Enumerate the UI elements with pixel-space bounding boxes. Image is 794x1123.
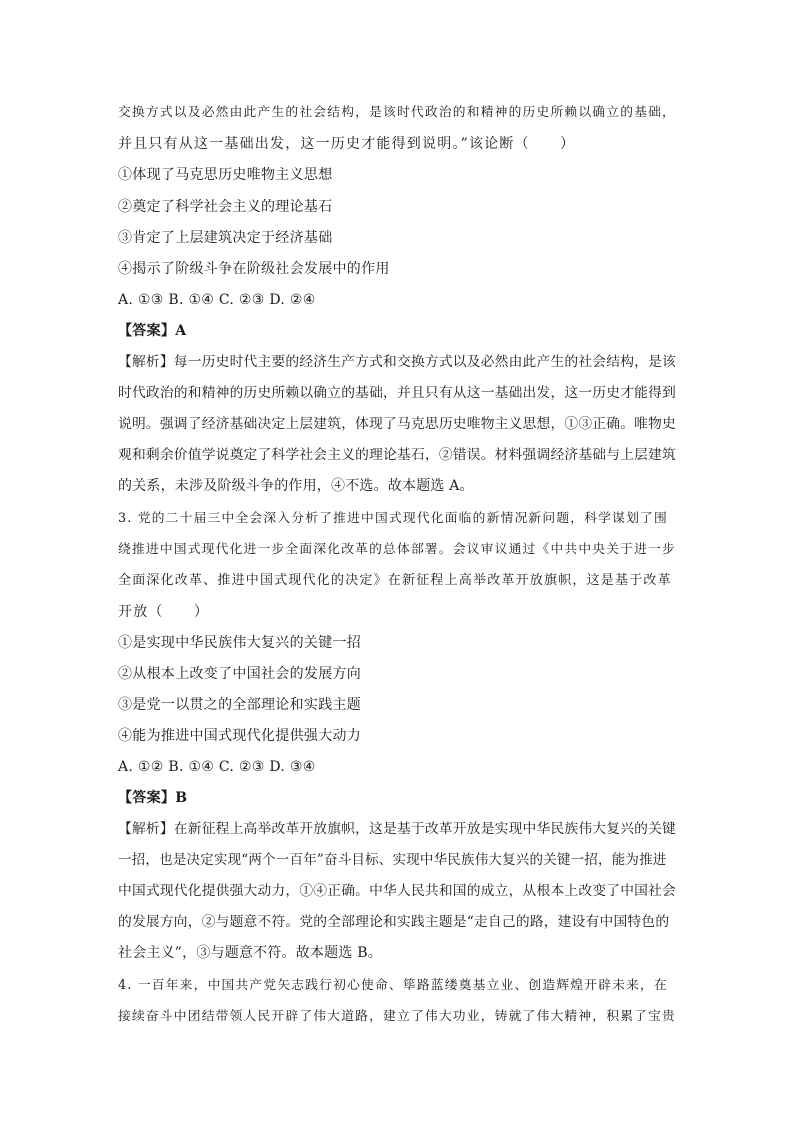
q2-analysis-line-1: 【解析】每一历史时代主要的经济生产方式和交换方式以及必然由此产生的社会结构，是该 — [118, 354, 677, 370]
q2-option-4: ④揭示了阶级斗争在阶级社会发展中的作用 — [118, 261, 390, 277]
q3-stem-line-2: 绕推进中国式现代化进一步全面深化改革的总体部署。会议审议通过《中共中央关于进一步 — [118, 542, 676, 557]
q3-analysis-line-5: 社会主义”，③与题意不符。故本题选 B。 — [118, 945, 382, 961]
q2-answer: 【答案】A — [118, 323, 187, 339]
q3-option-3: ③是党一以贯之的全部理论和实践主题 — [118, 697, 362, 713]
q3-answer: 【答案】B — [118, 790, 188, 806]
q3-analysis-line-1: 【解析】在新征程上高举改革开放旗帜，这是基于改革开放是实现中华民族伟大复兴的关键 — [118, 821, 677, 837]
q3-option-1: ①是实现中华民族伟大复兴的关键一招 — [118, 635, 362, 651]
q2-analysis-line-4: 观和剩余价值学说奠定了科学社会主义的理论基石，②错误。材料强调经济基础与上层建筑 — [118, 447, 677, 463]
q2-analysis-line-5: 的关系，未涉及阶级斗争的作用，④不选。故本题选 A。 — [118, 478, 474, 494]
q2-stem-line-2: 并且只有从这一基础出发，这一历史才能得到说明。”该论断（ ） — [118, 136, 576, 152]
q3-analysis-line-2: 一招，也是决定实现“两个一百年”奋斗目标、实现中华民族伟大复兴的关键一招，能为推进 — [118, 852, 667, 868]
q2-stem-line-1: 交换方式以及必然由此产生的社会结构，是该时代政治的和精神的历史所赖以确立的基础， — [118, 105, 676, 120]
q3-option-2: ②从根本上改变了中国社会的发展方向 — [118, 666, 362, 682]
q2-choices: A. ①③ B. ①④ C. ②③ D. ②④ — [118, 292, 316, 308]
q3-choices: A. ①② B. ①④ C. ②③ D. ③④ — [118, 759, 316, 775]
q4-stem-line-2: 接续奋斗中团结带领人民开辟了伟大道路，建立了伟大功业，铸就了伟大精神，积累了宝贵 — [118, 1009, 676, 1024]
q3-analysis-line-3: 中国式现代化提供强大动力，①④正确。中华人民共和国的成立，从根本上改变了中国社会 — [118, 883, 677, 899]
q3-stem-line-3: 全面深化改革、推进中国式现代化的决定》在新征程上高举改革开放旗帜，这是基于改革 — [118, 573, 672, 588]
q3-stem-line-1: 3. 党的二十届三中全会深入分析了推进中国式现代化面临的新情况新问题，科学谋划了围 — [118, 511, 668, 526]
q3-stem-line-4: 开放（ ） — [118, 604, 210, 620]
q2-analysis-line-2: 时代政治的和精神的历史所赖以确立的基础，并且只有从这一基础出发，这一历史才能得到 — [118, 385, 677, 401]
q2-option-2: ②奠定了科学社会主义的理论基石 — [118, 199, 333, 215]
q3-option-4: ④能为推进中国式现代化提供强大动力 — [118, 728, 362, 744]
q2-analysis-line-3: 说明。强调了经济基础决定上层建筑，体现了马克思历史唯物主义思想，①③正确。唯物史 — [118, 416, 677, 432]
q2-option-3: ③肯定了上层建筑决定于经济基础 — [118, 230, 333, 246]
q2-option-1: ①体现了马克思历史唯物主义思想 — [118, 167, 333, 183]
q4-stem-line-1: 4. 一百年来，中国共产党矢志践行初心使命、筚路蓝缕奠基立业、创造辉煌开辟未来，在 — [118, 978, 668, 993]
q3-analysis-line-4: 的发展方向，②与题意不符。党的全部理论和实践主题是“走自己的路，建设有中国特色的 — [118, 914, 670, 930]
